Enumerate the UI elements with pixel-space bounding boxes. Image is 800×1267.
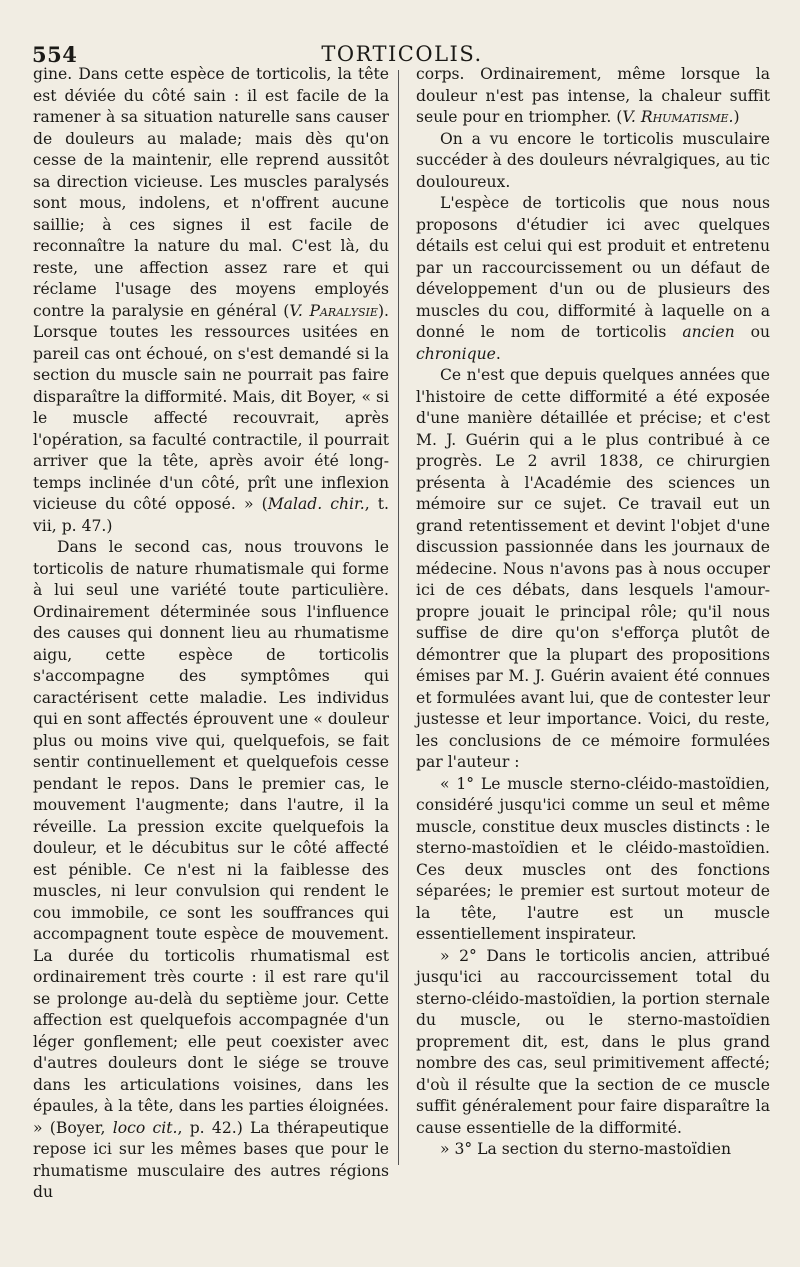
paragraph: Dans le second cas, nous trouvons le torticolis de nature rhumatismale qui forme à lui seul une variété toute particulière. Ordinairement déterminée sous l'influence des causes qui donnent lieu au rhumatisme aigu, cette espèce de torticolis s'accompagne des symptômes qui caractérisent cette maladie. Les individus qui en sont affectés éprouvent une « douleur plus ou moins vive qui, quelquefois, se fait sentir continuellement et quelquefois cesse pendant le repos. Dans le premier cas, le mouvement l'augmente; dans l'autre, il la réveille. La pression excite quelquefois la douleur, et le décubitus sur le côté affecté est pénible. Ce n'est ni la faiblesse des muscles, ni leur convulsion qui rendent le cou immobile, ce sont les souffrances qui accompagnent toute espèce de mouvement. La durée du torticolis rhumatismal est ordinairement très courte : il est rare qu'il se prolonge au-delà du septième jour. Cette affection est quelquefois accompagnée d'un léger gonflement; elle peut coexister avec d'autres douleurs dont le siége se trouve dans les articulations voisines, dans les épaules, à la tête, dans les parties éloignées. » (Boyer, loco cit., p. 42.) La thérapeutique repose ici sur les mêmes bases que pour le rhumatisme musculaire des autres régions du xyxy=(33,538,390,1201)
emphasis: chronique xyxy=(416,344,496,363)
paragraph: Ce n'est que depuis quelques années que l'histoire de cette difformité a été exposée d'une manière détaillée et précise; et c'est M. J. Guérin qui a le plus contribué à ce progrès. Le 2 avril 1838, ce chirurgien présenta à l'Académie des sciences un mémoire sur ce sujet. Ce travail eut un grand retentissement et devint l'objet d'une discussion passionnée dans les journaux de médecine. Nous n'avons pas à nous occuper ici de ces débats, dans lesquels l'amour-propre jouait le principal rôle; qu'il nous suffise de dire qu'on s'efforça plutôt de démontrer que la plupart des propositions émises par M. J. Guérin avaient été connues et formulées avant lui, que de contester leur justesse et leur importance. Voici, du reste, les conclusions de ce mémoire formulées par l'auteur : xyxy=(416,366,770,771)
cross-reference: V. Paralysie xyxy=(289,301,378,320)
page-number: 554 xyxy=(32,42,78,67)
left-column xyxy=(33,64,389,1204)
citation: Malad. chir. xyxy=(267,495,365,513)
right-column xyxy=(416,64,770,1161)
paragraph: » 3° La section du sterno-mastoïdien xyxy=(440,1140,731,1158)
cross-reference: V. Rhumatisme. xyxy=(622,108,734,126)
emphasis: ancien xyxy=(682,323,735,341)
paragraph: L'espèce de torticolis que nous nous proposons d'étudier ici avec quelques détails est celui qui est produit et entretenu par un raccourcissement ou un défaut de développement d'un ou de plusieurs des muscles du cou, difformité à laquelle on a donné le nom de torticolis ancien ou chronique. xyxy=(416,194,771,363)
paragraph: » 2° Dans le torticolis ancien, attribué jusqu'ici au raccourcissement total du sterno-cléido-mastoïdien, la portion sternale du muscle, ou le sterno-mastoïdien proprement dit, est, dans le plus grand nombre des cas, seul primitivement affecté; d'où il résulte que la section de ce muscle suffit généralement pour faire disparaître la cause essentielle de la difformité. xyxy=(416,946,770,1137)
citation: loco cit. xyxy=(112,1118,178,1137)
paragraph: corps. Ordinairement, même lorsque la douleur n'est pas intense, la chaleur suffit seule pour en triompher. (V. Rhumatisme.) xyxy=(416,65,770,126)
column-divider xyxy=(398,70,399,1165)
paragraph: gine. Dans cette espèce de torticolis, la tête est déviée du côté sain : il est facile de la ramener à sa situation naturelle sans causer de douleurs au malade; mais dès qu'on cesse de la maintenir, elle reprend aussitôt sa direction vicieuse. Les muscles paralysés sont mous, indolens, et n'offrent aucune saillie; à ces signes il est facile de reconnaître la nature du mal. C'est là, du reste, une affection assez rare et qui réclame l'usage des moyens employés contre la paralysie en général (V. Paralysie). Lorsque toutes les ressources usitées en pareil cas ont échoué, on s'est demandé si la section du muscle sain ne pourrait pas faire disparaître la difformité. Mais, dit Boyer, « si le muscle affecté recouvrait, après l'opération, sa faculté contractile, il pourrait arriver que la tête, après avoir été long-temps inclinée d'un côté, prît une inflexion vicieuse du côté opposé. » (Malad. chir., t. vii, p. 47.) xyxy=(33,65,390,535)
paragraph: On a vu encore le torticolis musculaire succéder à des douleurs névralgiques, au tic douloureux. xyxy=(416,129,770,191)
paragraph: « 1° Le muscle sterno-cléido-mastoïdien, considéré jusqu'ici comme un seul et même muscle, constitue deux muscles distincts : le sterno-mastoïdien et le cléido-mastoïdien. Ces deux muscles ont des fonctions séparées; le premier est surtout moteur de la tête, l'autre est un muscle essentiellement inspirateur. xyxy=(416,774,770,943)
running-title: TORTICOLIS. xyxy=(321,42,483,66)
